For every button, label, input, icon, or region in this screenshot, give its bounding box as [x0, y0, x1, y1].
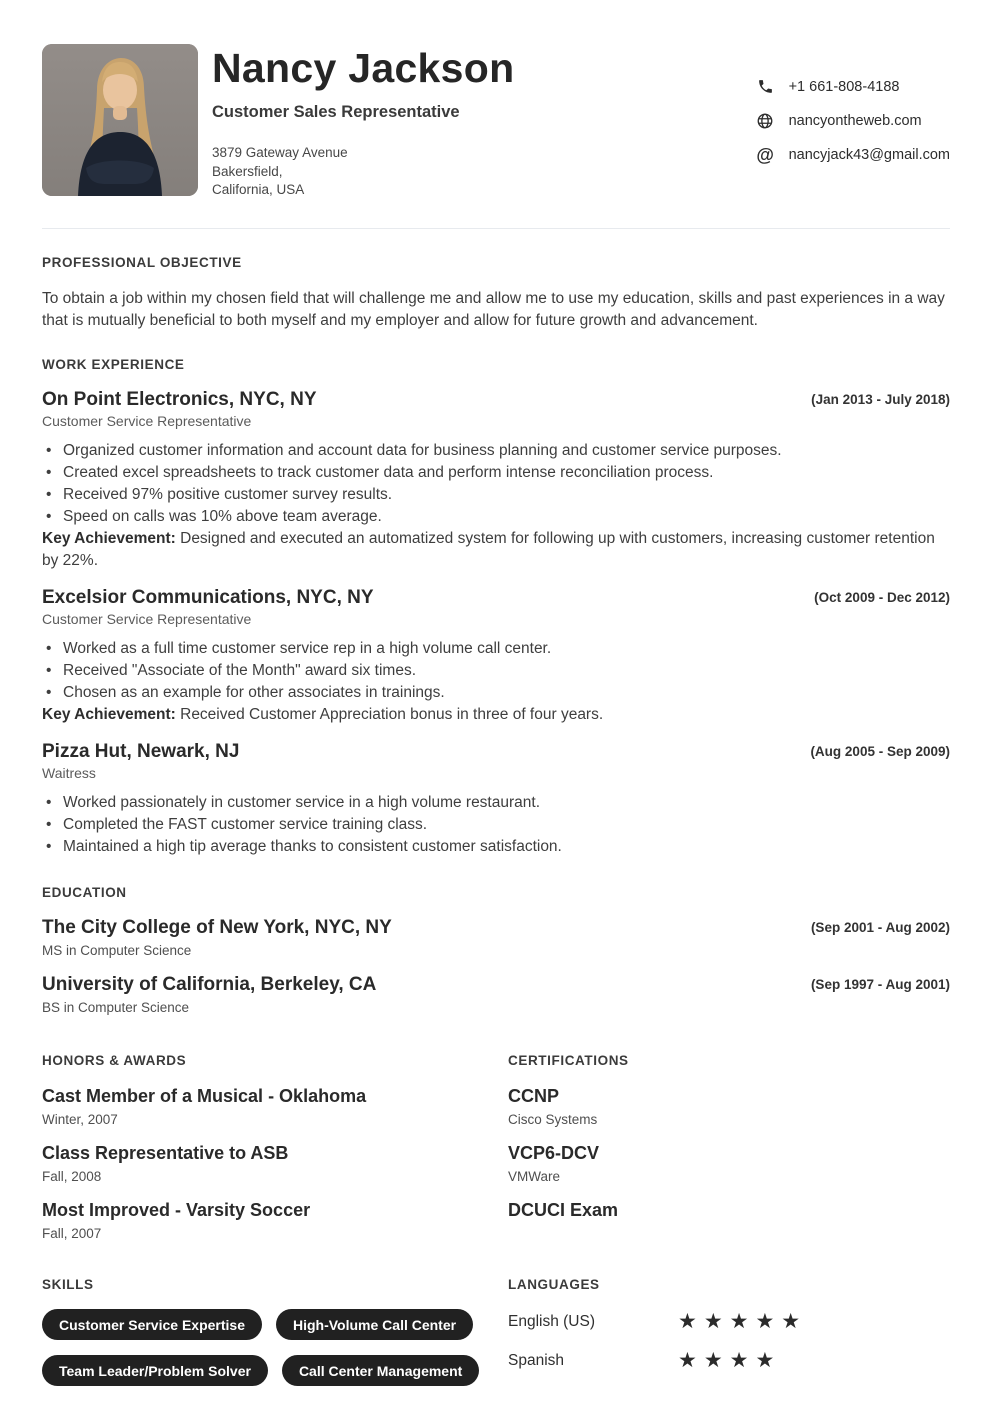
school-name: University of California, Berkeley, CA [42, 973, 377, 995]
phone-icon [756, 77, 775, 96]
at-sign-icon: @ [756, 144, 774, 165]
section-heading-work: WORK EXPERIENCE [42, 356, 185, 372]
job-dates: (Aug 2005 - Sep 2009) [810, 743, 950, 759]
job-company: Excelsior Communications, NYC, NY [42, 586, 374, 608]
certification-entry [508, 1085, 950, 1128]
key-achievement-label: Key Achievement: [42, 705, 176, 723]
certification-title: VCP6-DCV [508, 1142, 600, 1163]
job-dates: (Jan 2013 - July 2018) [811, 391, 950, 407]
section-certifications [508, 1052, 950, 1242]
language-label: English (US) [508, 1312, 595, 1330]
key-achievement-text: Designed and executed an automatized system for following up with customers, increasing customer retention by 22%. [42, 529, 935, 569]
job-bullets [42, 792, 950, 858]
section-professional-objective [42, 254, 950, 332]
contact-phone[interactable] [756, 77, 950, 96]
section-skills [42, 1276, 508, 1386]
skill-pill: Team Leader/Problem Solver [42, 1355, 268, 1386]
job-company: On Point Electronics, NYC, NY [42, 388, 317, 410]
education-entry [42, 973, 950, 1016]
section-heading-education: EDUCATION [42, 884, 127, 900]
profile-photo-illustration [42, 44, 198, 196]
award-title: Class Representative to ASB [42, 1142, 289, 1163]
school-degree: BS in Computer Science [42, 999, 190, 1015]
section-heading-skills: SKILLS [42, 1276, 94, 1292]
job-bullet: • Received "Associate of the Month" award six times. [63, 660, 950, 682]
job-bullet: • Chosen as an example for other associates in trainings. [63, 682, 950, 704]
job-entry [42, 740, 950, 858]
certification-title: CCNP [508, 1085, 560, 1106]
section-languages [508, 1276, 950, 1386]
language-row [508, 1346, 950, 1376]
key-achievement-text: Received Customer Appreciation bonus in three of four years. [175, 705, 604, 723]
contact-phone-value: +1 661-808-4188 [788, 78, 900, 95]
skill-pill: Customer Service Expertise [42, 1309, 262, 1340]
language-row [508, 1307, 950, 1337]
job-bullet: • Created excel spreadsheets to track customer data and perform intense reconciliation process. [63, 462, 950, 484]
address-line-3: California, USA [212, 182, 305, 197]
job-role: Customer Service Representative [42, 610, 252, 627]
contact-website-value: nancyontheweb.com [788, 112, 922, 129]
key-achievement-label: Key Achievement: [42, 529, 176, 547]
award-date: Fall, 2008 [42, 1168, 102, 1184]
award-entry [42, 1199, 508, 1242]
award-title: Cast Member of a Musical - Oklahoma [42, 1085, 367, 1106]
language-rating-stars: ★★★★★ [678, 1310, 808, 1333]
certification-issuer: VMWare [508, 1168, 561, 1184]
header-divider [42, 228, 950, 229]
job-bullets [42, 440, 950, 528]
school-dates: (Sep 1997 - Aug 2001) [810, 976, 950, 992]
job-bullet: • Organized customer information and account data for business planning and customer service purposes. [63, 440, 950, 462]
job-dates: (Oct 2009 - Dec 2012) [814, 589, 950, 605]
award-title: Most Improved - Varsity Soccer [42, 1199, 311, 1220]
language-label: Spanish [508, 1351, 565, 1369]
school-degree: MS in Computer Science [42, 942, 192, 958]
section-honors-awards [42, 1052, 508, 1242]
contact-website[interactable] [756, 111, 950, 130]
school-dates: (Sep 2001 - Aug 2002) [810, 919, 950, 935]
job-company: Pizza Hut, Newark, NJ [42, 740, 240, 762]
skills-languages-columns [42, 1276, 950, 1386]
skill-pill: High-Volume Call Center [276, 1309, 473, 1340]
person-job-title: Customer Sales Representative [212, 103, 460, 121]
language-list [508, 1307, 950, 1376]
skill-pill: Call Center Management [282, 1355, 479, 1386]
job-entry [42, 586, 950, 726]
address-block [212, 144, 514, 200]
award-date: Fall, 2007 [42, 1225, 102, 1241]
job-bullets [42, 638, 950, 704]
header-main [212, 44, 514, 200]
award-entry [42, 1085, 508, 1128]
contact-block [756, 44, 950, 164]
address-line-1: 3879 Gateway Avenue [212, 145, 348, 160]
education-entry [42, 916, 950, 959]
header [42, 44, 950, 200]
job-entry [42, 388, 950, 572]
section-heading-certifications: CERTIFICATIONS [508, 1052, 629, 1068]
section-education [42, 884, 950, 1016]
certification-entry [508, 1199, 950, 1221]
certification-issuer: Cisco Systems [508, 1111, 598, 1127]
job-bullet: • Maintained a high tip average thanks to consistent customer satisfaction. [63, 836, 950, 858]
job-role: Waitress [42, 764, 96, 781]
skill-pills [42, 1309, 487, 1386]
section-heading-objective: PROFESSIONAL OBJECTIVE [42, 254, 242, 270]
contact-email[interactable] [756, 145, 950, 164]
job-bullet: • Completed the FAST customer service training class. [63, 814, 950, 836]
school-name: The City College of New York, NYC, NY [42, 916, 392, 938]
person-name: Nancy Jackson [212, 45, 515, 91]
job-role: Customer Service Representative [42, 412, 252, 429]
section-heading-languages: LANGUAGES [508, 1276, 600, 1292]
job-bullet: • Speed on calls was 10% above team average. [63, 506, 950, 528]
profile-photo [42, 44, 198, 196]
job-bullet: • Received 97% positive customer survey results. [63, 484, 950, 506]
contact-email-value: nancyjack43@gmail.com [788, 146, 950, 163]
honors-certifications-columns [42, 1052, 950, 1242]
award-entry [42, 1142, 508, 1185]
job-bullet: • Worked passionately in customer service in a high volume restaurant. [63, 792, 950, 814]
section-heading-honors: HONORS & AWARDS [42, 1052, 187, 1068]
objective-text: To obtain a job within my chosen field that will challenge me and allow me to use my education, skills and past experiences in a way that is mutually beneficial to both myself and my employer and allow for future growth and advancement. [42, 289, 945, 329]
job-key-achievement [42, 528, 950, 572]
certification-entry [508, 1142, 950, 1185]
section-work-experience [42, 356, 950, 858]
globe-icon [756, 111, 775, 130]
job-key-achievement [42, 704, 950, 726]
address-line-2: Bakersfield, [212, 163, 283, 179]
award-date: Winter, 2007 [42, 1111, 118, 1127]
job-bullet: • Worked as a full time customer service rep in a high volume call center. [63, 638, 950, 660]
language-rating-stars: ★★★★ [678, 1349, 782, 1372]
certification-title: DCUCI Exam [508, 1199, 619, 1220]
